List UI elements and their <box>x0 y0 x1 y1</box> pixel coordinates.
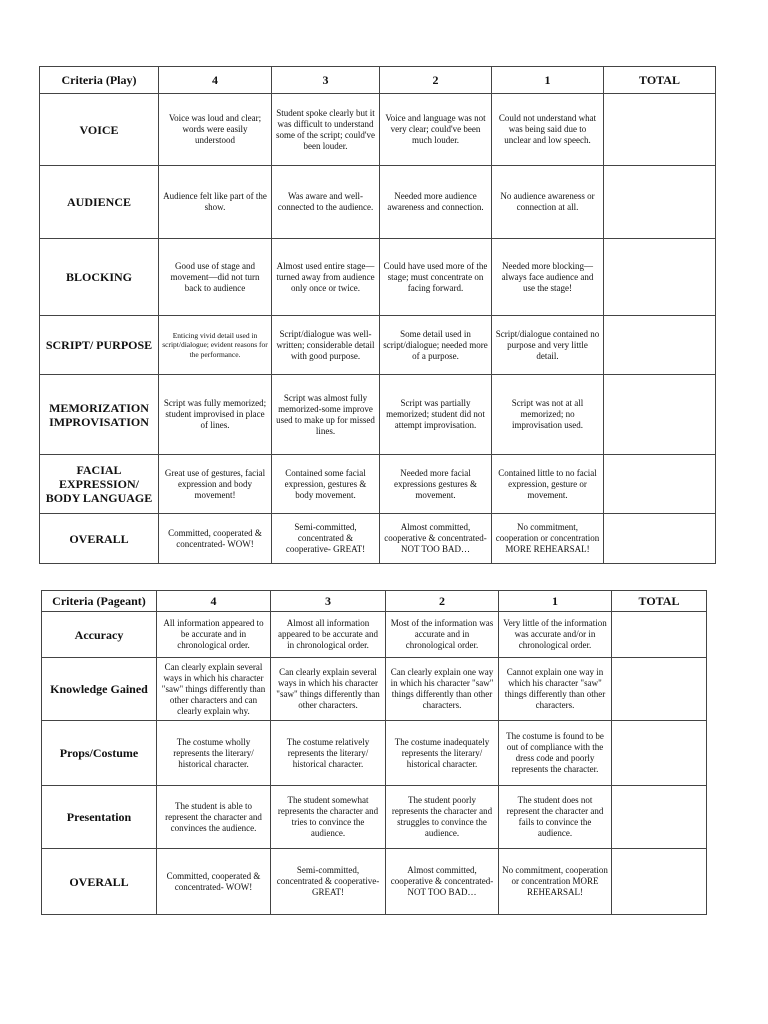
cell-score-3: Student spoke clearly but it was difficult to understand some of the script; could've been louder. <box>272 94 380 166</box>
table-row <box>42 658 707 721</box>
cell-score-2: Voice and language was not very clear; could've been much louder. <box>380 94 492 166</box>
total-cell <box>604 375 716 455</box>
total-cell <box>612 849 707 915</box>
total-cell <box>612 612 707 658</box>
cell-score-3: Almost all information appeared to be accurate and in chronological order. <box>271 612 386 658</box>
cell-score-3: The costume relatively represents the literary/ historical character. <box>271 721 386 786</box>
criteria-memorization-improvisation: MEMORIZATION IMPROVISATION <box>40 375 159 455</box>
criteria-knowledge-gained: Knowledge Gained <box>42 658 157 721</box>
total-cell <box>604 94 716 166</box>
pageant-header-score-1: 1 <box>499 591 612 612</box>
table-row <box>40 94 716 166</box>
cell-score-4: Voice was loud and clear; words were easily understood <box>159 94 272 166</box>
cell-score-3: Almost used entire stage—turned away from audience only once or twice. <box>272 239 380 316</box>
play-header-score-1: 1 <box>492 67 604 94</box>
total-cell <box>604 239 716 316</box>
cell-score-1: The student does not represent the character and fails to convince the audience. <box>499 786 612 849</box>
table-row <box>40 455 716 514</box>
cell-score-4: Committed, cooperated & concentrated- WOW! <box>157 849 271 915</box>
play-header-score-2: 2 <box>380 67 492 94</box>
criteria-voice: VOICE <box>40 94 159 166</box>
criteria-facial-expression: FACIAL EXPRESSION/ BODY LANGUAGE <box>40 455 159 514</box>
cell-score-3: Script was almost fully memorized-some improve used to make up for missed lines. <box>272 375 380 455</box>
cell-score-1: The costume is found to be out of compliance with the dress code and poorly represents the character. <box>499 721 612 786</box>
total-cell <box>604 455 716 514</box>
play-header-score-3: 3 <box>272 67 380 94</box>
cell-score-1: Could not understand what was being said due to unclear and low speech. <box>492 94 604 166</box>
cell-score-2: Needed more audience awareness and connection. <box>380 166 492 239</box>
total-cell <box>604 166 716 239</box>
cell-score-2: Almost committed, cooperative & concentrated- NOT TOO BAD… <box>380 514 492 564</box>
cell-score-4: Can clearly explain several ways in which his character "saw" things differently than other characters and can clearly explain why. <box>157 658 271 721</box>
cell-score-4: All information appeared to be accurate and in chronological order. <box>157 612 271 658</box>
cell-score-4: Enticing vivid detail used in script/dialogue; evident reasons for the performance. <box>159 316 272 375</box>
play-header-row <box>40 67 716 94</box>
total-cell <box>612 658 707 721</box>
table-row <box>40 166 716 239</box>
cell-score-4: Audience felt like part of the show. <box>159 166 272 239</box>
cell-score-2: Some detail used in script/dialogue; needed more of a purpose. <box>380 316 492 375</box>
cell-score-3: Script/dialogue was well-written; considerable detail with good purpose. <box>272 316 380 375</box>
criteria-audience: AUDIENCE <box>40 166 159 239</box>
cell-score-3: Can clearly explain several ways in which his character "saw" things differently than other characters. <box>271 658 386 721</box>
table-row <box>42 849 707 915</box>
table-row <box>42 721 707 786</box>
pageant-header-row <box>42 591 707 612</box>
table-row <box>42 612 707 658</box>
pageant-header-score-4: 4 <box>157 591 271 612</box>
criteria-blocking: BLOCKING <box>40 239 159 316</box>
criteria-script-purpose: SCRIPT/ PURPOSE <box>40 316 159 375</box>
cell-score-4: Script was fully memorized; student improvised in place of lines. <box>159 375 272 455</box>
cell-score-3: Was aware and well-connected to the audience. <box>272 166 380 239</box>
total-cell <box>612 786 707 849</box>
pageant-rubric-table <box>41 590 707 915</box>
table-row <box>40 514 716 564</box>
cell-score-1: Cannot explain one way in which his character "saw" things differently than other characters. <box>499 658 612 721</box>
total-cell <box>604 514 716 564</box>
table-row <box>40 316 716 375</box>
cell-score-2: Most of the information was accurate and in chronological order. <box>386 612 499 658</box>
cell-score-2: Almost committed, cooperative & concentrated- NOT TOO BAD… <box>386 849 499 915</box>
pageant-header-score-2: 2 <box>386 591 499 612</box>
play-rubric-table <box>39 66 716 564</box>
table-row <box>42 786 707 849</box>
cell-score-4: Good use of stage and movement—did not turn back to audience <box>159 239 272 316</box>
criteria-accuracy: Accuracy <box>42 612 157 658</box>
cell-score-2: Needed more facial expressions gestures & movement. <box>380 455 492 514</box>
criteria-overall: OVERALL <box>40 514 159 564</box>
cell-score-3: The student somewhat represents the character and tries to convince the audience. <box>271 786 386 849</box>
pageant-header-criteria: Criteria (Pageant) <box>42 591 157 612</box>
play-header-criteria: Criteria (Play) <box>40 67 159 94</box>
cell-score-1: Contained little to no facial expression, gesture or movement. <box>492 455 604 514</box>
cell-score-4: Committed, cooperated & concentrated- WOW! <box>159 514 272 564</box>
criteria-presentation: Presentation <box>42 786 157 849</box>
total-cell <box>612 721 707 786</box>
criteria-props-costume: Props/Costume <box>42 721 157 786</box>
cell-score-4: Great use of gestures, facial expression and body movement! <box>159 455 272 514</box>
play-header-total: TOTAL <box>604 67 716 94</box>
cell-score-4: The costume wholly represents the literary/ historical character. <box>157 721 271 786</box>
table-row <box>40 375 716 455</box>
cell-score-4: The student is able to represent the character and convinces the audience. <box>157 786 271 849</box>
play-header-score-4: 4 <box>159 67 272 94</box>
table-row <box>40 239 716 316</box>
cell-score-2: Can clearly explain one way in which his character "saw" things differently than other characters. <box>386 658 499 721</box>
cell-score-2: Script was partially memorized; student did not attempt improvisation. <box>380 375 492 455</box>
pageant-header-score-3: 3 <box>271 591 386 612</box>
cell-score-1: No commitment, cooperation or concentration MORE REHEARSAL! <box>492 514 604 564</box>
total-cell <box>604 316 716 375</box>
cell-score-2: Could have used more of the stage; must concentrate on facing forward. <box>380 239 492 316</box>
cell-score-1: Needed more blocking—always face audience and use the stage! <box>492 239 604 316</box>
cell-score-1: Script was not at all memorized; no improvisation used. <box>492 375 604 455</box>
cell-score-3: Contained some facial expression, gestures & body movement. <box>272 455 380 514</box>
cell-score-2: The student poorly represents the character and struggles to convince the audience. <box>386 786 499 849</box>
pageant-header-total: TOTAL <box>612 591 707 612</box>
cell-score-1: No audience awareness or connection at all. <box>492 166 604 239</box>
cell-score-1: No commitment, cooperation or concentration MORE REHEARSAL! <box>499 849 612 915</box>
cell-score-1: Very little of the information was accurate and/or in chronological order. <box>499 612 612 658</box>
cell-score-2: The costume inadequately represents the literary/ historical character. <box>386 721 499 786</box>
cell-score-1: Script/dialogue contained no purpose and very little detail. <box>492 316 604 375</box>
criteria-overall: OVERALL <box>42 849 157 915</box>
cell-score-3: Semi-committed, concentrated & cooperative- GREAT! <box>272 514 380 564</box>
cell-score-3: Semi-committed, concentrated & cooperative- GREAT! <box>271 849 386 915</box>
